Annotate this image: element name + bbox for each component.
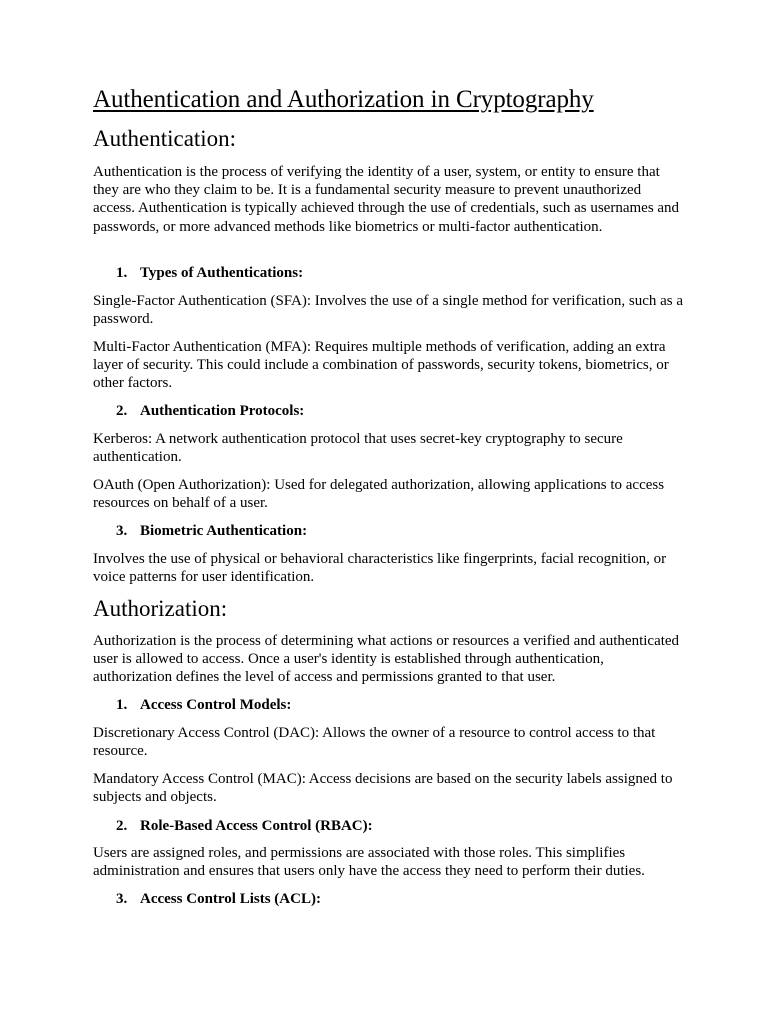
authentication-heading: Authentication: — [93, 126, 237, 151]
authz-item-2-number: 2. — [116, 818, 128, 834]
auth-item-3-paragraph-1: Involves the use of physical or behavioral characteristics like fingerprints, facial recognition, or voice patterns for user identification. — [93, 551, 667, 586]
auth-item-2-title: Authentication Protocols: — [140, 403, 305, 419]
authz-item-1-paragraph-1: Discretionary Access Control (DAC): Allows the owner of a resource to control access to that resource. — [93, 725, 656, 760]
auth-item-3-number: 3. — [116, 523, 128, 539]
authorization-heading: Authorization: — [93, 596, 228, 621]
authz-item-3-title: Access Control Lists (ACL): — [140, 891, 321, 907]
auth-item-2-paragraph-2: OAuth (Open Authorization): Used for delegated authorization, allowing applications to access resources on behalf of a user. — [93, 477, 665, 512]
auth-item-1-number: 1. — [116, 265, 128, 281]
authz-item-2-heading — [116, 817, 373, 835]
authz-item-3-number: 3. — [116, 891, 128, 907]
authz-item-1-paragraph-2: Mandatory Access Control (MAC): Access decisions are based on the security labels assigned to subjects and objects. — [93, 771, 673, 806]
authentication-intro: Authentication is the process of verifying the identity of a user, system, or entity to ensure that they are who they claim to be. It is a fundamental security measure to prevent unauthorized access. Authentication is typically achieved through the use of credentials, such as usernames and passwords, or more advanced methods like biometrics or multi-factor authentication. — [93, 164, 680, 235]
auth-item-2-number: 2. — [116, 403, 128, 419]
auth-item-3-title: Biometric Authentication: — [140, 523, 308, 539]
document-title: Authentication and Authorization in Cryptography — [93, 86, 594, 113]
auth-item-1-paragraph-2: Multi-Factor Authentication (MFA): Requires multiple methods of verification, adding an extra layer of security. This could include a combination of passwords, security tokens, biometrics, or other factors. — [93, 339, 669, 392]
auth-item-2-heading — [116, 402, 304, 420]
authz-item-1-number: 1. — [116, 697, 128, 713]
authz-item-2-paragraph-1: Users are assigned roles, and permissions are associated with those roles. This simplifies administration and ensures that users only have the access they need to perform their duties. — [93, 845, 645, 880]
auth-item-1-paragraph-1: Single-Factor Authentication (SFA): Involves the use of a single method for verification, such as a password. — [93, 293, 684, 328]
auth-item-1-title: Types of Authentications: — [140, 265, 304, 281]
auth-item-2-paragraph-1: Kerberos: A network authentication protocol that uses secret-key cryptography to secure authentication. — [93, 431, 623, 466]
auth-item-1-heading — [116, 264, 303, 282]
authz-item-1-title: Access Control Models: — [140, 697, 292, 713]
authz-item-1-heading — [116, 696, 291, 714]
auth-item-3-heading — [116, 522, 307, 540]
authz-item-3-heading — [116, 890, 321, 908]
authorization-intro: Authorization is the process of determining what actions or resources a verified and authenticated user is allowed to access. Once a user's identity is established through authentication, authorization defines the level of access and permissions granted to that user. — [93, 633, 680, 686]
authz-item-2-title: Role-Based Access Control (RBAC): — [140, 818, 373, 834]
